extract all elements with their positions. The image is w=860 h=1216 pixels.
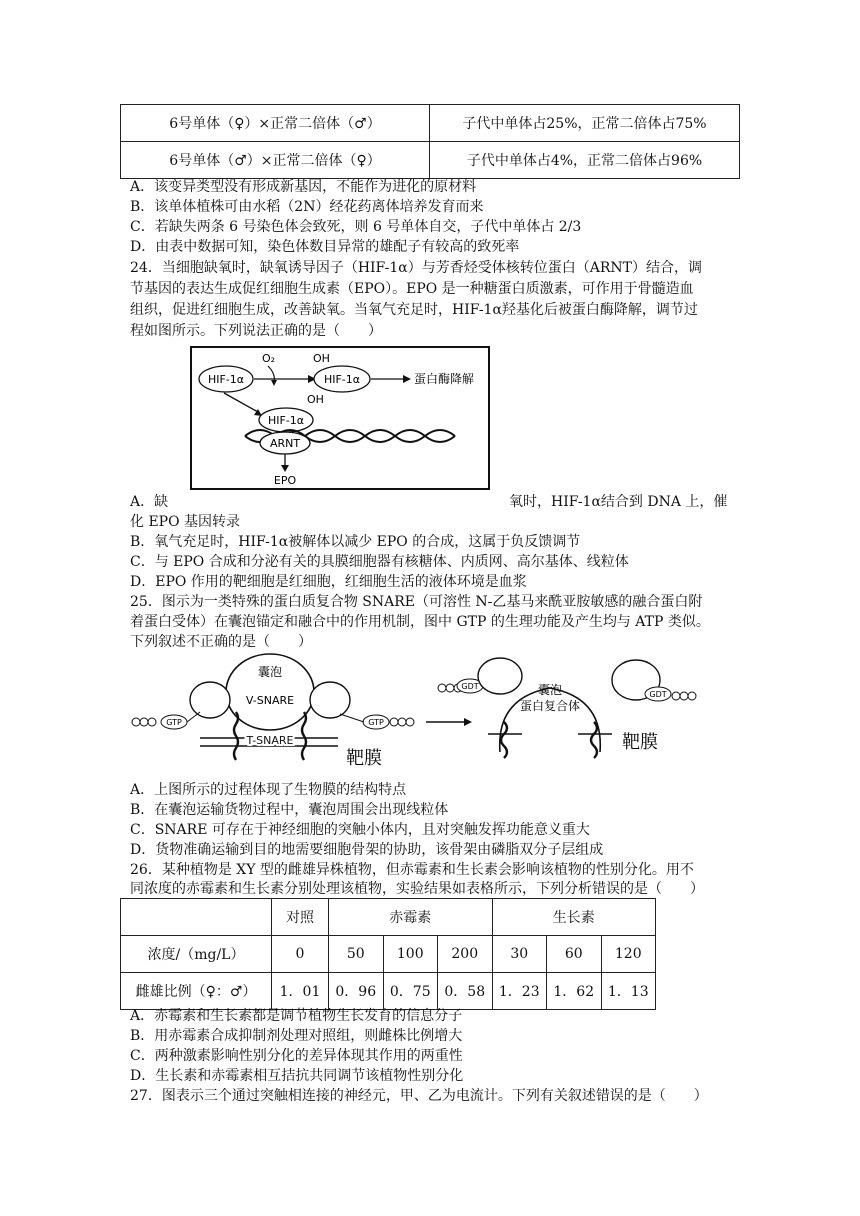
q24-stem-line: 节基因的表达生成促红细胞生成素（EPO）。EPO 是一种糖蛋白质激素，可作用于骨髓造血 (130, 281, 694, 297)
q25-stem-line: 25．图示为一类特殊的蛋白质复合物 SNARE（可溶性 N-乙基马来酰亚胺敏感的融合蛋白附 (130, 594, 703, 610)
hif-left-label: HIF-1α (207, 373, 245, 386)
table-cell: 6号单体（♂）×正常二倍体（♀） (121, 142, 430, 179)
table-cell: 浓度/（mg/L） (121, 936, 272, 973)
table-cell: 赤霉素 (329, 899, 493, 936)
hif-right-label: HIF-1α (323, 373, 361, 386)
q24-stem-line: 组织，促进红细胞生成，改善缺氧。当氧气充足时，HIF-1α羟基化后被蛋白酶降解，调节过 (130, 302, 698, 318)
q26-stem-line: 同浓度的赤霉素和生长素分别处理该植物，实验结果如表格所示，下列分析错误的是（ ） (130, 881, 704, 897)
complex-protein-label: 蛋白复合体 (519, 699, 581, 713)
hif-bound-label: HIF-1α (267, 414, 305, 427)
table-cell: 1．23 (492, 973, 547, 1010)
target-membrane-right: 靶膜 (622, 732, 658, 753)
table-cell: 0 (272, 936, 329, 973)
arnt-label: ARNT (269, 437, 301, 450)
q26-option-d: D．生长素和赤霉素相互拮抗共同调节该植物性别分化 (130, 1068, 464, 1084)
table-cell: 对照 (272, 899, 329, 936)
target-membrane-left: 靶膜 (346, 748, 382, 769)
table-cell: 30 (492, 936, 547, 973)
q24-option-d: D．EPO 作用的靶细胞是红细胞，红细胞生活的液体环境是血浆 (130, 574, 527, 590)
gdt-right-label: GDT (649, 690, 667, 699)
q26-option-b: B．用赤霉素合成抑制剂处理对照组，则雌株比例增大 (130, 1028, 463, 1044)
q25-option-a: A．上图所示的过程体现了生物膜的结构特点 (130, 782, 407, 798)
table-cell: 100 (383, 936, 438, 973)
table-cell: 1．13 (601, 973, 656, 1010)
table-row (121, 899, 656, 936)
cross-results-table (120, 104, 740, 179)
hif-regulation-diagram (190, 346, 490, 490)
table-cell: 雌雄比例（♀：♂） (121, 973, 272, 1010)
oh-bottom-label: OH (307, 393, 324, 406)
degradation-label: 蛋白酶降解 (414, 372, 475, 386)
tsnare-label: T-SNARE (246, 734, 294, 747)
q25-option-d: D．货物准确运输到目的地需要细胞骨架的协助，该骨架由磷脂双分子层组成 (130, 842, 604, 858)
table-cell: 1．62 (547, 973, 602, 1010)
complex-vesicle-label: 囊泡 (537, 683, 563, 697)
table-cell: 生长素 (492, 899, 656, 936)
table-cell: 0．75 (383, 973, 438, 1010)
gdt-left-label: GDT (461, 682, 479, 691)
q25-stem-line: 下列叙述不正确的是（ ） (130, 634, 312, 650)
table-row (121, 973, 656, 1010)
table-row (121, 142, 740, 179)
table-cell (121, 899, 272, 936)
q24-option-a-continued: 氧时，HIF-1α结合到 DNA 上，催 (509, 494, 728, 510)
q23-option-c: C．若缺失两条 6 号染色体会致死，则 6 号单体自交，子代中单体占 2/3 (130, 219, 582, 235)
vesicle-complex (500, 688, 601, 752)
q25-stem-line: 着蛋白受体）在囊泡锚定和融合中的作用机制，图中 GTP 的生理功能及产生均与 ATP 类似。 (130, 614, 710, 630)
q26-stem-line: 26．某种植物是 XY 型的雌雄异株植物，但赤霉素和生长素会影响该植物的性别分化。用不 (130, 862, 694, 878)
q24-option-a-wrap: 化 EPO 基因转录 (130, 514, 241, 530)
table-row (121, 105, 740, 142)
q26-option-c: C．两种激素影响性别分化的差异体现其作用的两重性 (130, 1048, 463, 1064)
table-cell: 200 (438, 936, 493, 973)
q24-option-a: A．缺 (130, 494, 169, 510)
q25-option-c: C．SNARE 可存在于神经细胞的突触小体内，且对突触发挥功能意义重大 (130, 822, 590, 838)
table-cell: 6号单体（♀）×正常二倍体（♂） (121, 105, 430, 142)
q24-option-c: C．与 EPO 合成和分泌有关的具膜细胞器有核糖体、内质网、高尔基体、线粒体 (130, 554, 629, 570)
table-cell: 50 (329, 936, 384, 973)
q26-option-a: A．赤霉素和生长素都是调节植物生长发育的信息分子 (130, 1008, 463, 1024)
q23-option-a: A．该变异类型没有形成新基因，不能作为进化的原材料 (130, 179, 477, 195)
q25-option-b: B．在囊泡运输货物过程中，囊泡周围会出现线粒体 (130, 802, 449, 818)
table-cell: 子代中单体占25%，正常二倍体占75% (430, 105, 740, 142)
table-cell: 60 (547, 936, 602, 973)
vsnare-label: V-SNARE (245, 694, 295, 707)
table-row (121, 936, 656, 973)
q24-stem-line: 程如图所示。下列说法正确的是（ ） (130, 323, 382, 339)
table-cell: 子代中单体占4%，正常二倍体占96% (430, 142, 740, 179)
table-cell: 120 (601, 936, 656, 973)
hormone-sex-ratio-table (120, 898, 656, 1010)
table-cell: 0．58 (438, 973, 493, 1010)
o2-label: O₂ (262, 352, 276, 365)
q23-option-b: B．该单体植株可由水稻（2N）经花药离体培养发育而来 (130, 199, 484, 215)
epo-label: EPO (273, 474, 297, 487)
oh-top-label: OH (313, 352, 330, 365)
vesicle-label: 囊泡 (257, 665, 283, 679)
q23-option-d: D．由表中数据可知，染色体数目异常的雄配子有较高的致死率 (130, 239, 520, 255)
gtp-right-label: GTP (368, 718, 384, 727)
q24-stem-line: 24．当细胞缺氧时，缺氧诱导因子（HIF-1α）与芳香烃受体核转位蛋白（ARNT）结合，调 (130, 260, 702, 276)
table-cell: 1．01 (272, 973, 329, 1010)
snare-diagram (128, 652, 700, 776)
q27-stem-line: 27．图表示三个通过突触相连接的神经元，甲、乙为电流计。下列有关叙述错误的是（ ） (130, 1088, 708, 1104)
gtp-left-label: GTP (166, 718, 182, 727)
table-cell: 0．96 (329, 973, 384, 1010)
q24-option-b: B．氧气充足时，HIF-1α被解体以减少 EPO 的合成，这属于负反馈调节 (130, 534, 581, 550)
